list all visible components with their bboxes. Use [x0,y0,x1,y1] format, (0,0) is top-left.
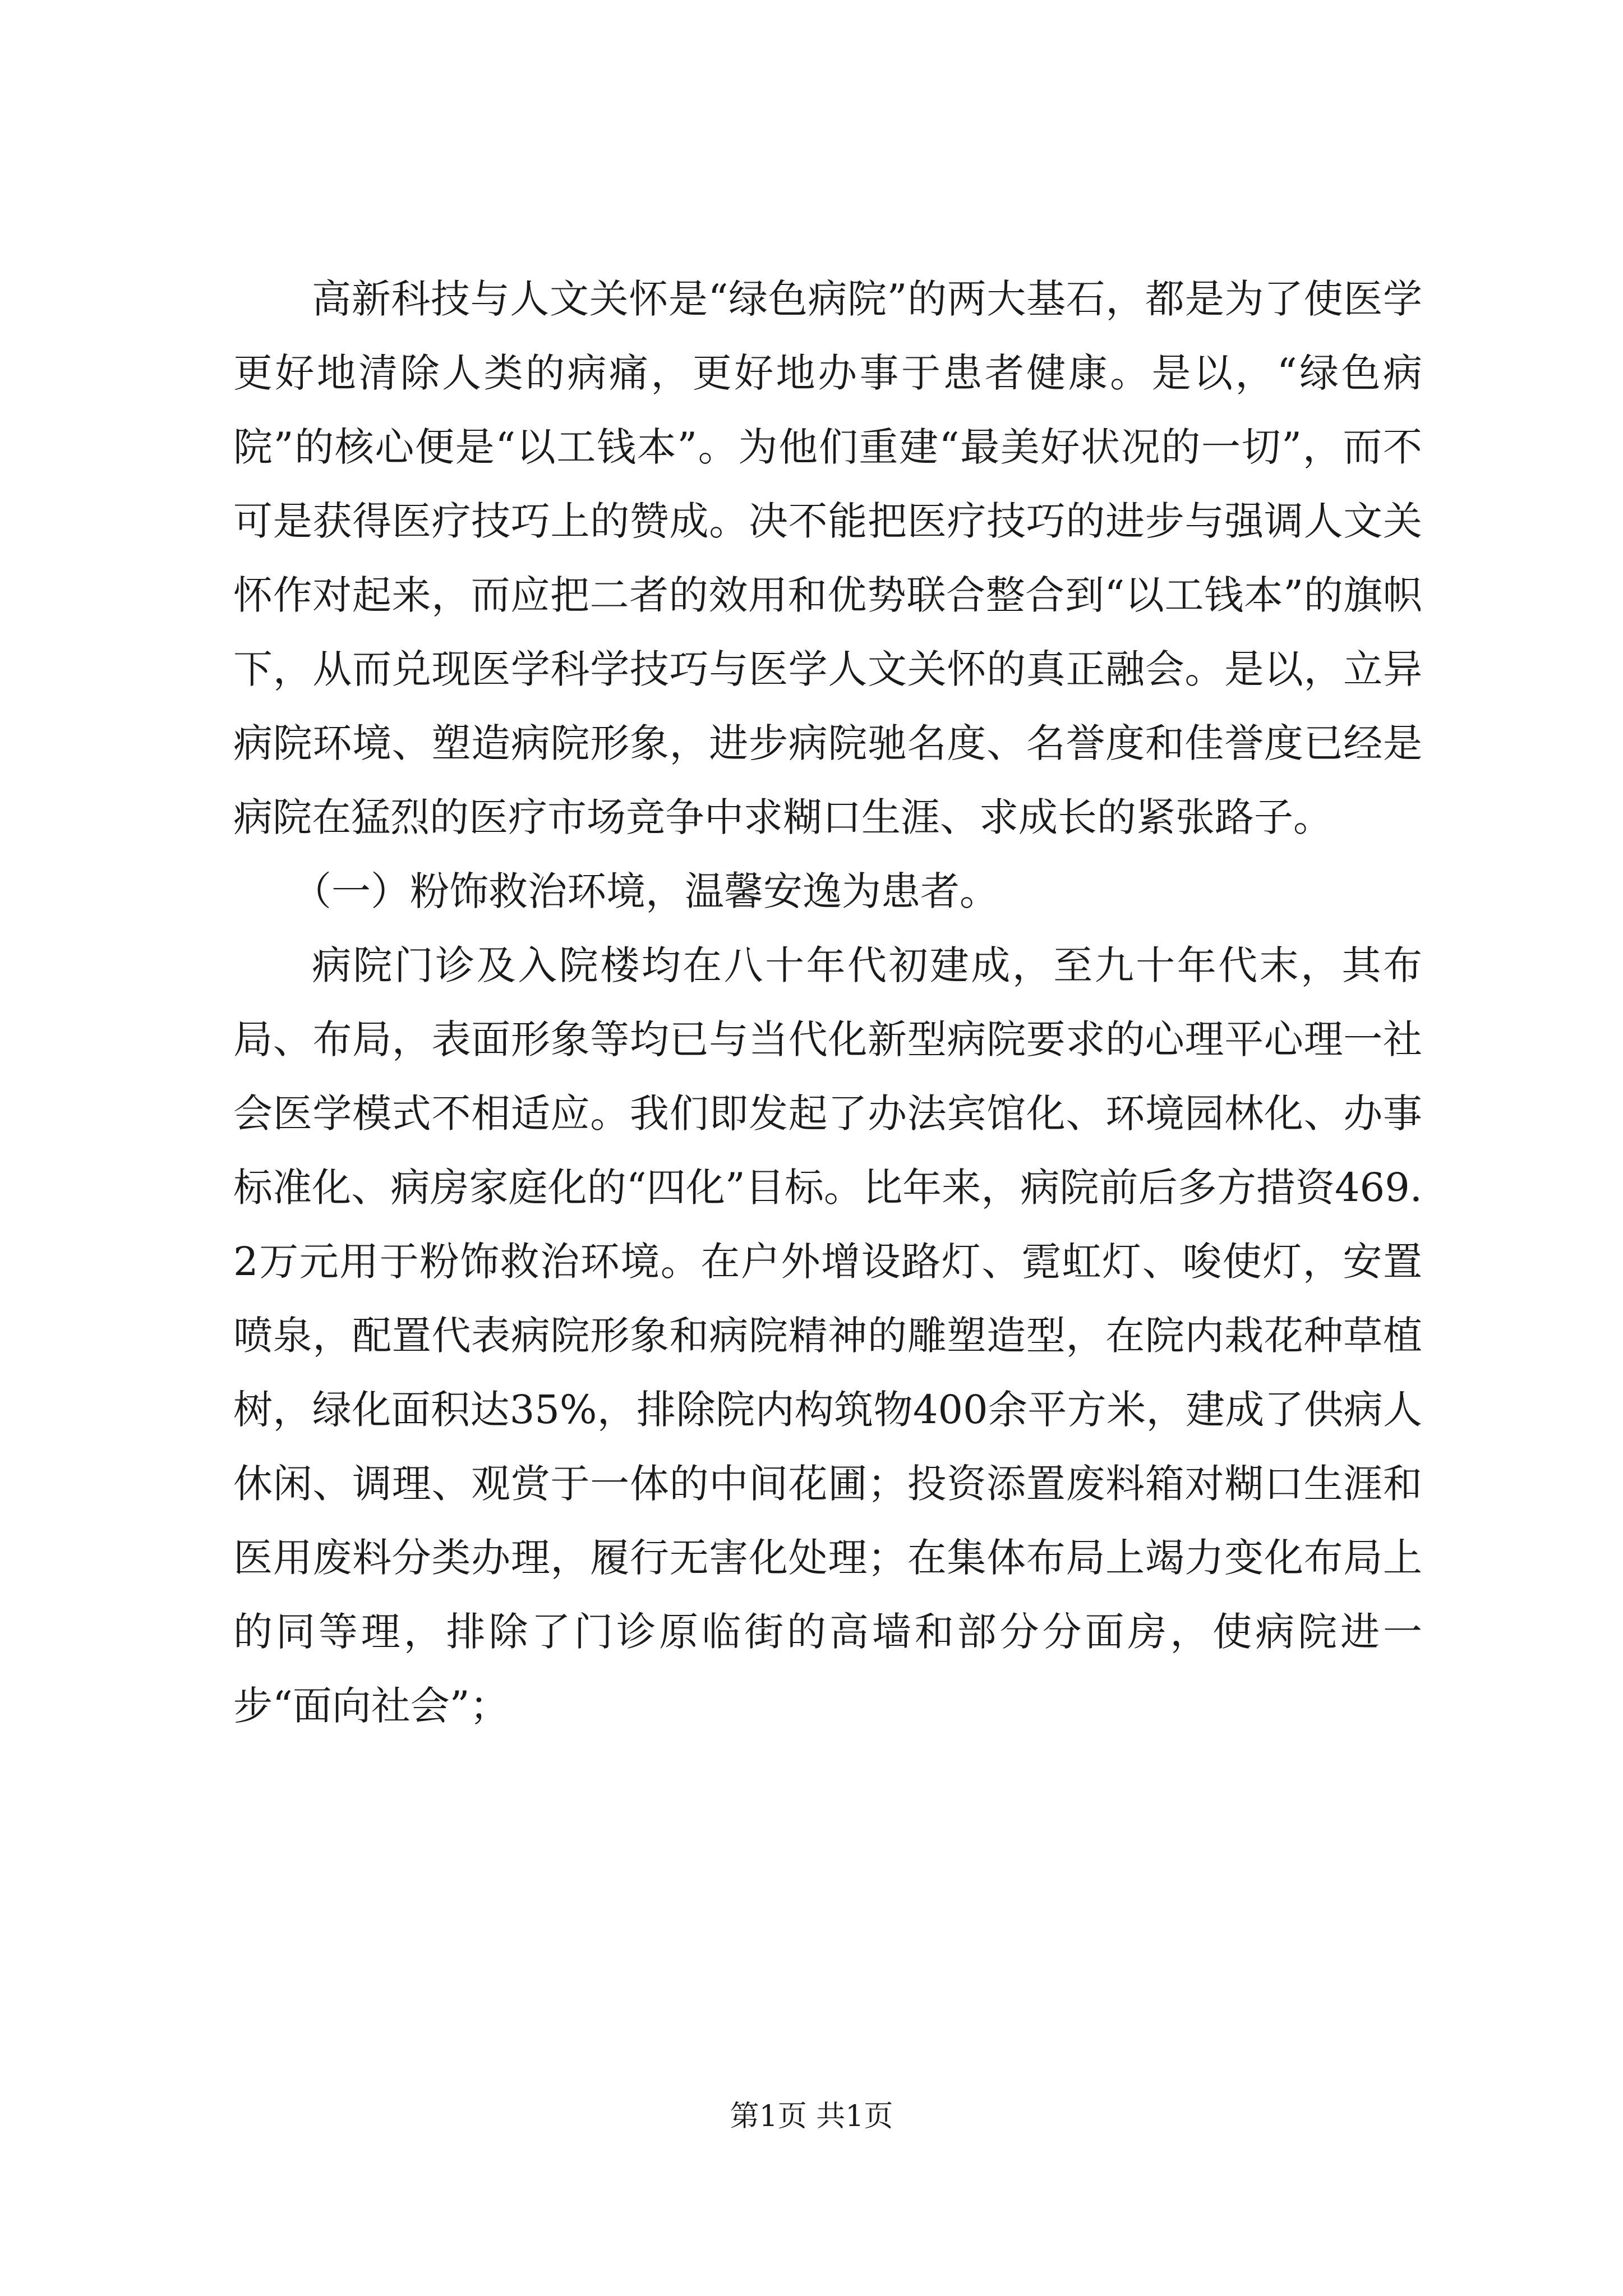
page-footer: 第1页 共1页 [730,2100,893,2133]
document-body [233,262,1422,1743]
paragraph-environment: 病院门诊及入院楼均在八十年代初建成，至九十年代末，其布局、布局，表面形象等均已与当代化新型病院要求的心理平心理一社会医学模式不相适应。我们即发起了办法宾馆化、环境园林化、办事标准化、病房家庭化的“四化”目标。比年来，病院前后多方措资469.2万元用于粉饰救治环境。在户外增设路灯、霓虹灯、唆使灯，安置喷泉，配置代表病院形象和病院精神的雕塑造型，在院内栽花种草植树，绿化面积达35%，排除院内构筑物400余平方米，建成了供病人休闲、调理、观赏于一体的中间花圃；投资添置废料箱对糊口生涯和医用废料分类办理，履行无害化处理；在集体布局上竭力变化布局上的同等理，排除了门诊原临街的高墙和部分分面房，使病院进一步“面向社会”； [233,942,1422,1729]
section-heading: （一）粉饰救治环境，温馨安逸为患者。 [292,868,999,914]
paragraph-intro: 高新科技与人文关怀是“绿色病院”的两大基石，都是为了使医学更好地清除人类的病痛，更好地办事于患者健康。是以，“绿色病院”的核心便是“以工钱本”。为他们重建“最美好状况的一切”，而不可是获得医疗技巧上的赞成。决不能把医疗技巧的进步与强调人文关怀作对起来，而应把二者的效用和优势联合整合到“以工钱本”的旗帜下，从而兑现医学科学技巧与医学人文关怀的真正融会。是以，立异病院环境、塑造病院形象，进步病院驰名度、名誉度和佳誉度已经是病院在猛烈的医疗市场竞争中求糊口生涯、求成长的紧张路子。 [233,276,1422,840]
